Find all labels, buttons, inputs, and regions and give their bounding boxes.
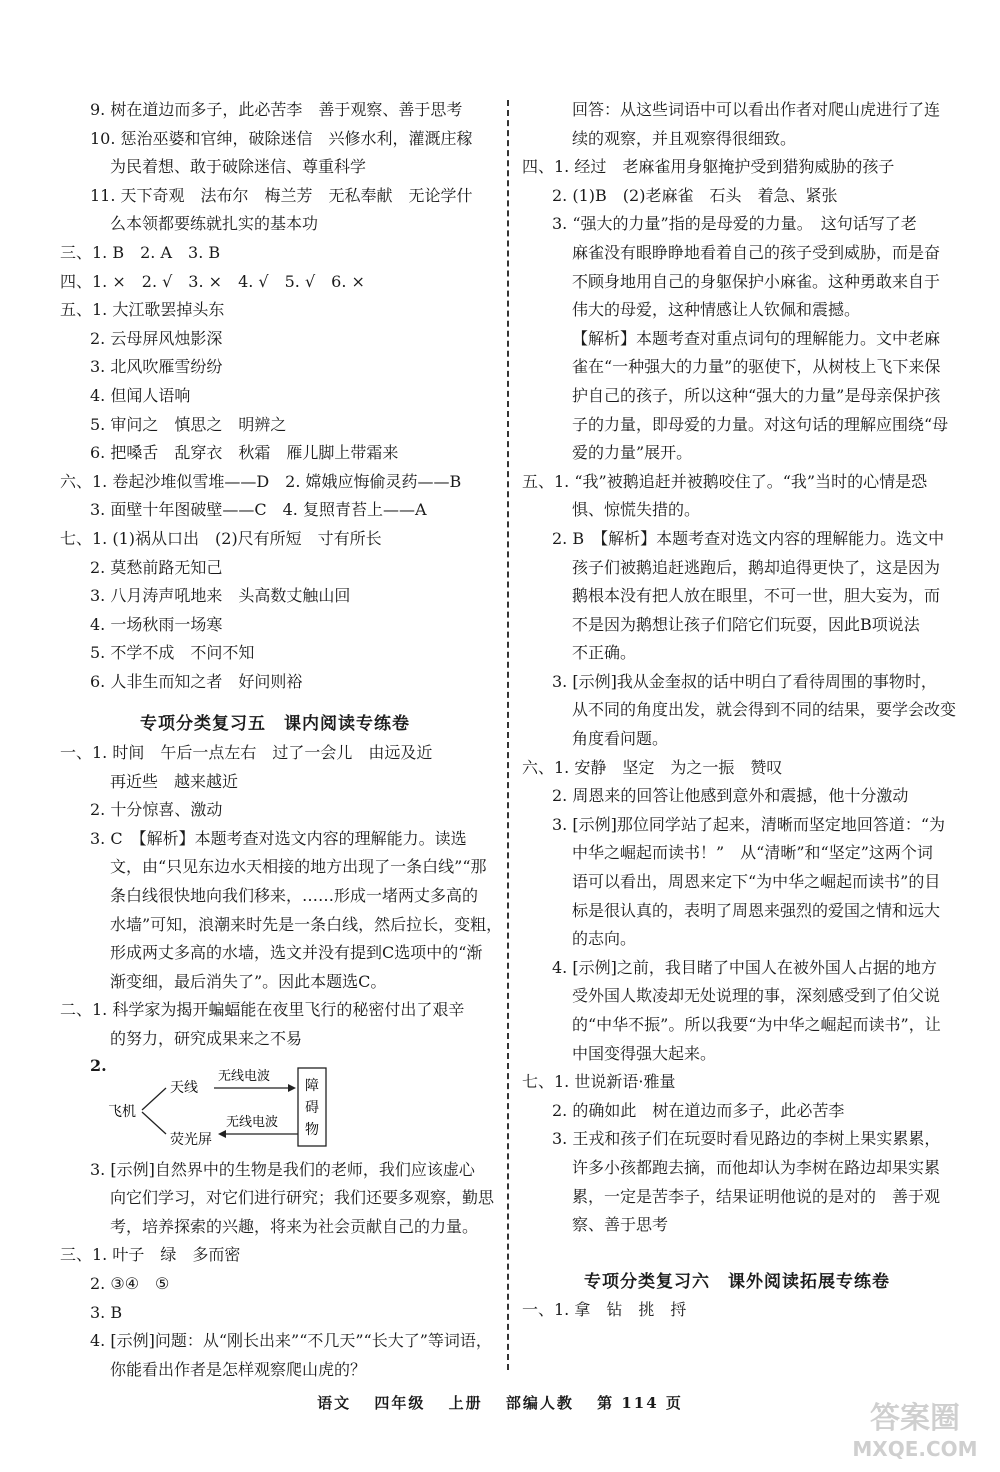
answer-line: 六、1. 卷起沙堆似雪堆——D 2. 嫦娥应悔偷灵药——B	[60, 471, 462, 491]
answer-line: 察、善于思考	[572, 1215, 669, 1235]
diagram-obstacle: 障碍物	[305, 1077, 319, 1138]
answer-line: 3. [示例]那位同学站了起来，清晰而坚定地回答道：“为	[552, 814, 946, 834]
section-title-5: 专项分类复习五 课内阅读专练卷	[140, 714, 410, 735]
answer-line: 2. B 【解析】本题考查对选文内容的理解能力。选文中	[552, 528, 945, 548]
answer-line: 3. 王戎和孩子们在玩耍时看见路边的李树上果实累累，	[552, 1129, 941, 1149]
answer-line: 续的观察，并且观察得很细致。	[572, 128, 797, 148]
answer-line: 4. [示例]之前，我目睹了中国人在被外国人占据的地方	[552, 957, 937, 977]
answer-line: 10. 惩治巫婆和官绅，破除迷信 兴修水利，灌溉庄稼	[90, 128, 473, 148]
answer-line: 不正确。	[572, 643, 637, 663]
answer-line: 的志向。	[572, 929, 637, 949]
answer-line: 4. [示例]问题：从“刚长出来”“不几天”“长大了”等词语，	[90, 1331, 492, 1351]
answer-line: 11. 天下奇观 法布尔 梅兰芳 无私奉献 无论学什	[90, 185, 473, 205]
answer-line: 6. 人非生而知之者 好问则裕	[90, 671, 303, 691]
watermark-top-text: 答案圈	[870, 1401, 960, 1436]
answer-line: 4. 一场秋雨一场寒	[90, 614, 223, 634]
answer-line: 3. B	[90, 1302, 123, 1322]
footer-page-number: 第 114 页	[597, 1394, 683, 1412]
answer-line: 6. 把嗓舌 乱穿衣 秋霜 雁儿脚上带霜来	[90, 443, 399, 463]
answer-line: 么本领都要练就扎实的基本功	[110, 214, 319, 234]
answer-line: 惧、惊慌失措的。	[572, 500, 701, 520]
answer-line: 从不同的角度出发，就会得到不同的结果，要学会改变	[572, 700, 957, 720]
answer-line: 子的力量，即母爱的力量。对这句话的理解应围绕“母	[572, 414, 949, 434]
diagram-plane: 飞机	[108, 1103, 136, 1120]
answer-line: 条白线很快地向我们移来，……形成一堵两丈多高的	[110, 886, 479, 906]
answer-line: 2. 周恩来的回答让他感到意外和震撼，他十分激动	[552, 786, 909, 806]
answer-line: 一、1. 拿 钻 挑 捋	[522, 1300, 687, 1320]
answer-line: 三、1. 叶子 绿 多而密	[60, 1245, 241, 1265]
answer-line: 3. [示例]自然界中的生物是我们的老师，我们应该虚心	[90, 1159, 475, 1179]
answer-line: 3. [示例]我从金奎叔的话中明白了看待周围的事物时，	[552, 671, 937, 691]
diagram-number: 2.	[90, 1055, 107, 1075]
diagram-branch-bottom	[142, 1112, 166, 1134]
answer-line: 3. 面壁十年图破壁——C 4. 复照青苔上——A	[90, 500, 427, 520]
diagram-antenna: 天线	[170, 1079, 198, 1096]
radar-diagram	[90, 1054, 490, 1156]
answer-line: 为民着想、敢于破除迷信、尊重科学	[110, 157, 367, 177]
answer-line: 孩子们被鹅追赶逃跑后，鹅却追得更快了，这是因为	[572, 557, 941, 577]
right-answers-part2	[522, 1296, 952, 1325]
diagram-svg	[90, 1054, 390, 1156]
answer-line: 考，培养探索的兴趣，将来为社会贡献自己的力量。	[110, 1216, 479, 1236]
answer-line: 2. 十分惊喜、激动	[90, 800, 223, 820]
footer-edition: 部编人教	[505, 1394, 574, 1412]
answer-line: 五、1. 大江歌罢掉头东	[60, 300, 225, 320]
answer-line: 3. 八月涛声吼地来 头高数丈触山回	[90, 586, 351, 606]
answer-line: 2. (1)B (2)老麻雀 石头 着急、紧张	[552, 185, 838, 205]
left-answers-part3	[60, 1156, 495, 1385]
answer-line: 一、1. 时间 午后一点左右 过了一会儿 由远及近	[60, 743, 433, 763]
answer-line: 【解析】本题考查对重点词句的理解能力。文中老麻	[572, 328, 941, 348]
answer-line: 二、1. 科学家为揭开蝙蝠能在夜里飞行的秘密付出了艰辛	[60, 1000, 465, 1020]
answer-line: 七、1. (1)祸从口出 (2)尺有所短 寸有所长	[60, 528, 382, 548]
diagram-arrow-back-head	[218, 1130, 226, 1138]
diagram-wave-bottom: 无线电波	[226, 1114, 279, 1130]
site-watermark	[840, 1394, 990, 1464]
left-answers-part1	[60, 96, 490, 696]
footer-volume: 上册	[448, 1394, 483, 1412]
answer-line: 护自己的孩子，所以这种“强大的力量”是母亲保护孩	[572, 385, 941, 405]
right-answers-part1	[522, 96, 957, 1240]
answer-line: 回答：从这些词语中可以看出作者对爬山虎进行了连	[572, 100, 941, 119]
answer-line: 的努力，研究成果来之不易	[110, 1029, 303, 1048]
answer-line: 5. 不学不成 不问不知	[90, 643, 255, 663]
answer-line: 3. “强大的力量”指的是母爱的力量。 这句话写了老	[552, 214, 917, 234]
answer-line: 向它们学习，对它们进行研究；我们还要多观察，勤思	[110, 1188, 495, 1208]
diagram-branch-top	[142, 1088, 166, 1110]
answer-line: 3. C 【解析】本题考查对选文内容的理解能力。读选	[90, 828, 467, 848]
answer-line: 中华之崛起而读书！” 从“清晰”和“坚定”这两个词	[572, 843, 933, 863]
diagram-arrow-out-head	[288, 1084, 296, 1092]
answer-line: 水墙”可知，浪潮来时先是一条白线，然后拉长，变粗，	[110, 914, 503, 934]
answer-line: 2. ③④ ⑤	[90, 1273, 170, 1293]
watermark-logo	[840, 1394, 990, 1464]
footer-grade: 四年级	[374, 1394, 426, 1412]
answer-line: 不是因为鹅想让孩子们陪它们玩耍，因此B项说法	[572, 614, 920, 634]
answer-line: 你能看出作者是怎样观察爬山虎的？	[110, 1359, 367, 1379]
answer-line: 9. 树在道边而多子，此必苦李 善于观察、善于思考	[90, 100, 463, 119]
answer-line: 的“中华不振”。所以我要“为中华之崛起而读书”，让	[572, 1015, 941, 1034]
answer-line: 角度看问题。	[572, 729, 669, 749]
answer-line: 四、1. 经过 老麻雀用身躯掩护受到猎狗威胁的孩子	[522, 157, 895, 177]
column-divider	[507, 100, 509, 1370]
answer-line: 五、1. “我”被鹅追赶并被鹅咬住了。“我”当时的心情是恐	[522, 471, 928, 491]
answer-line: 受外国人欺凌却无处说理的事，深刻感受到了伯父说	[572, 986, 941, 1006]
answer-line: 麻雀没有眼睁睁地看着自己的孩子受到威胁，而是奋	[572, 242, 941, 262]
answer-line: 标是很认真的，表明了周恩来强烈的爱国之情和远大	[572, 900, 941, 920]
answer-line: 中国变得强大起来。	[572, 1043, 717, 1063]
answer-line: 文，由“只见东边水天相接的地方出现了一条白线”“那	[110, 857, 487, 877]
section-title-6: 专项分类复习六 课外阅读拓展专练卷	[584, 1271, 890, 1292]
answer-line: 不顾身地用自己的身躯保护小麻雀。这种勇敢来自于	[572, 271, 941, 291]
answer-line: 四、1. × 2. √ 3. × 4. √ 5. √ 6. ×	[60, 271, 365, 291]
diagram-wave-top: 无线电波	[218, 1068, 271, 1084]
answer-line: 渐变细，最后消失了”。因此本题选C。	[110, 971, 387, 991]
answer-line: 4. 但闻人语响	[90, 385, 191, 405]
answer-line: 累，一定是苦李子，结果证明他说的是对的 善于观	[572, 1186, 941, 1206]
answer-line: 爱的力量”展开。	[572, 443, 693, 463]
answer-line: 3. 北风吹雁雪纷纷	[90, 357, 223, 377]
answer-line: 形成两丈多高的水墙，选文并没有提到C选项中的“渐	[110, 943, 483, 963]
answer-line: 2. 莫愁前路无知己	[90, 557, 223, 577]
footer-subject: 语文	[317, 1394, 352, 1412]
answer-line: 六、1. 安静 坚定 为之一振 赞叹	[522, 757, 783, 777]
answer-line: 七、1. 世说新语·雅量	[522, 1072, 676, 1092]
answer-line: 2. 云母屏风烛影深	[90, 328, 223, 348]
answer-line: 许多小孩都跑去摘，而他却认为李树在路边却果实累	[572, 1157, 941, 1177]
answer-line: 伟大的母爱，这种情感让人钦佩和震撼。	[572, 300, 861, 320]
left-answers-part2	[60, 739, 503, 1054]
left-column	[60, 96, 503, 1384]
answer-line: 再近些 越来越近	[110, 771, 239, 791]
watermark-bottom-text: MXQE.COM	[852, 1437, 978, 1461]
answer-line: 语可以看出，周恩来定下“为中华之崛起而读书”的目	[572, 872, 941, 892]
answer-line: 鹅根本没有把人放在眼里，不可一世，胆大妄为，而	[572, 586, 941, 606]
answer-line: 雀在“一种强大的力量”的驱使下，从树枝上飞下来保	[572, 357, 941, 377]
answer-line: 5. 审问之 慎思之 明辨之	[90, 414, 287, 434]
answer-line: 2. 的确如此 树在道边而多子，此必苦李	[552, 1100, 845, 1120]
answer-line: 三、1. B 2. A 3. B	[60, 242, 221, 262]
diagram-screen: 荧光屏	[170, 1131, 212, 1148]
right-column	[522, 96, 957, 1325]
